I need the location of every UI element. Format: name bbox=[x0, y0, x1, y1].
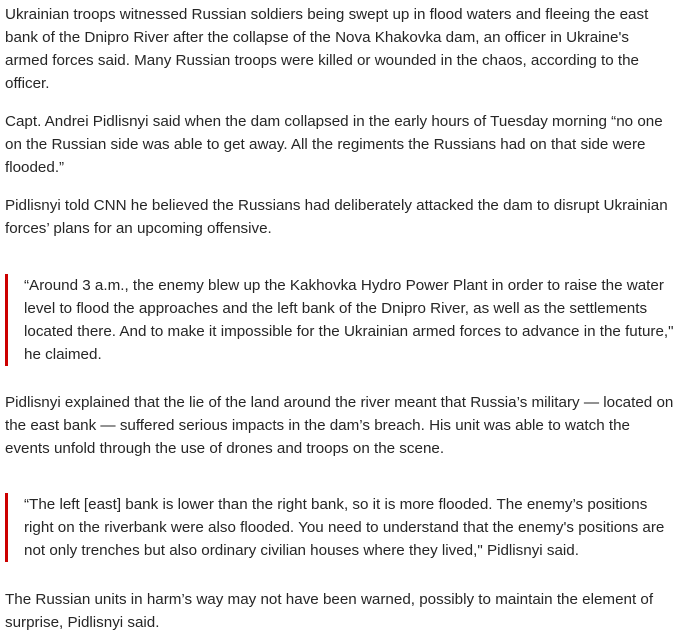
paragraph-5: The Russian units in harm’s way may not have been warned, possibly to maintain the element of surprise, Pidlisnyi said. bbox=[5, 591, 654, 631]
paragraph-3: Pidlisnyi told CNN he believed the Russians had deliberately attacked the dam to disrupt Ukrainian forces’ plans for an upcoming offensive. bbox=[5, 197, 668, 237]
pull-quote-2: “The left [east] bank is lower than the right bank, so it is more flooded. The enemy’s positions right on the riverbank were also flooded. You need to understand that the enemy's positions are not only trenches but also ordinary civilian houses where they lived," Pidlisnyi said. bbox=[5, 493, 674, 562]
paragraph-1: Ukrainian troops witnessed Russian soldiers being swept up in flood waters and fleeing the east bank of the Dnipro River after the collapse of the Nova Khakovka dam, an officer in Ukraine's armed forces said. Many Russian troops were killed or wounded in the chaos, according to the officer. bbox=[5, 6, 649, 92]
pull-quote-1: “Around 3 a.m., the enemy blew up the Kakhovka Hydro Power Plant in order to raise the water level to flood the approaches and the left bank of the Dnipro River, as well as the settlements located there. And to make it impossible for the Ukrainian armed forces to advance in the future," he claimed. bbox=[5, 274, 674, 366]
paragraph-2: Capt. Andrei Pidlisnyi said when the dam collapsed in the early hours of Tuesday morning “no one on the Russian side was able to get away. All the regiments the Russians had on that side were flooded.” bbox=[5, 113, 663, 176]
article-body bbox=[0, 3, 680, 634]
paragraph-4: Pidlisnyi explained that the lie of the land around the river meant that Russia’s military — located on the east bank — suffered serious impacts in the dam’s breach. His unit was able to watch the events unfold through the use of drones and troops on the scene. bbox=[5, 394, 674, 457]
